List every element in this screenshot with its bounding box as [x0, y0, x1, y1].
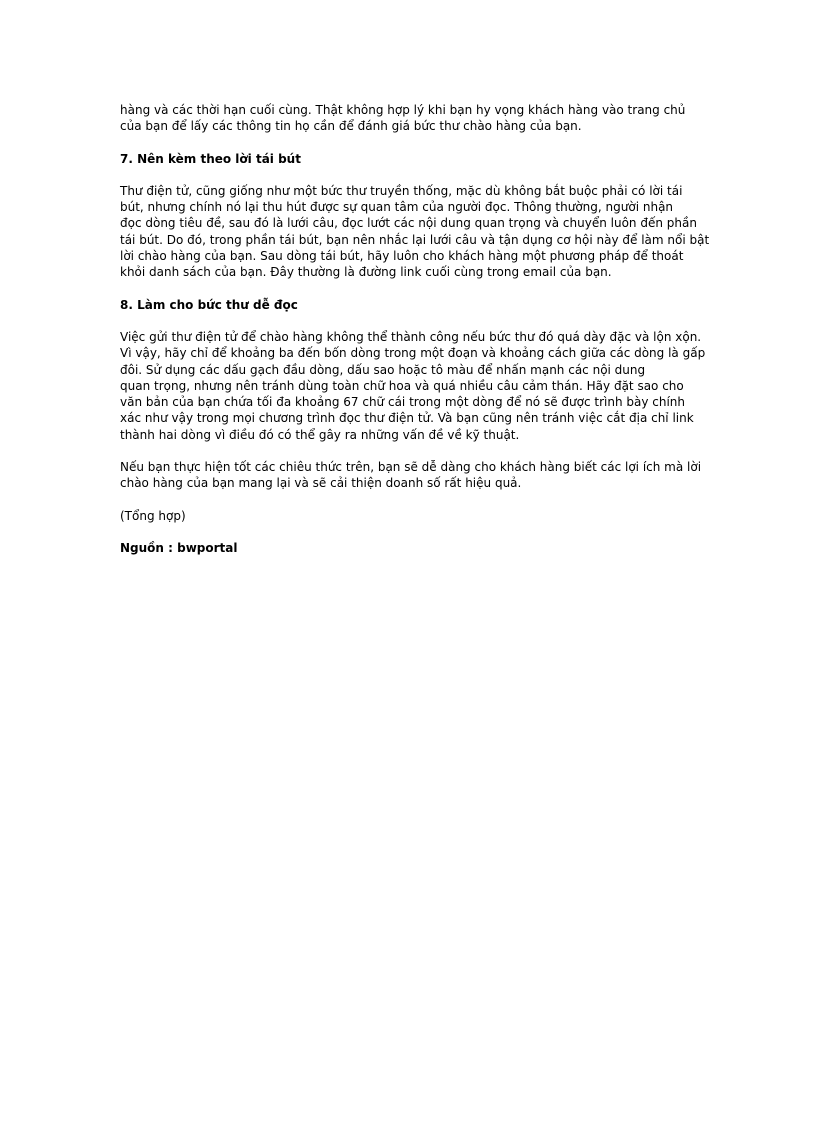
- section-8-line: văn bản của bạn chứa tối đa khoảng 67 chữ cái trong một dòng để nó sẽ được trình bày chính: [120, 395, 686, 410]
- section-7-line: bút, nhưng chính nó lại thu hút được sự quan tâm của người đọc. Thông thường, người nhận: [120, 200, 674, 215]
- intro-line: hàng và các thời hạn cuối cùng. Thật không hợp lý khi bạn hy vọng khách hàng vào trang chủ: [120, 103, 686, 117]
- document-page: [120, 102, 710, 556]
- section-7-line: lời chào hàng của bạn. Sau dòng tái bút, hãy luôn cho khách hàng một phương pháp để thoát: [120, 249, 684, 264]
- intro-line: của bạn để lấy các thông tin họ cần để đánh giá bức thư chào hàng của bạn.: [120, 119, 582, 134]
- section-8-paragraph: [120, 329, 706, 443]
- compiled-note-text: (Tổng hợp): [120, 508, 186, 523]
- section-8-heading: 8. Làm cho bức thư dễ đọc: [120, 297, 298, 312]
- section-7-paragraph: [120, 183, 710, 281]
- section-8-line: quan trọng, nhưng nên tránh dùng toàn chữ hoa và quá nhiều câu cảm thán. Hãy đặt sao cho: [120, 378, 684, 393]
- section-7-line: Thư điện tử, cũng giống như một bức thư truyền thống, mặc dù không bắt buộc phải có lời tái: [120, 183, 683, 198]
- section-8-line: Vì vậy, hãy chỉ để khoảng ba đến bốn dòng trong một đoạn và khoảng cách giữa các dòng là gấp: [120, 346, 706, 361]
- intro-paragraph: [120, 102, 700, 135]
- conclusion-line: chào hàng của bạn mang lại và sẽ cải thiện doanh số rất hiệu quả.: [120, 476, 522, 491]
- conclusion-paragraph: [120, 459, 700, 492]
- conclusion-line: Nếu bạn thực hiện tốt các chiêu thức trên, bạn sẽ dễ dàng cho khách hàng biết các lợi ích mà lời: [120, 460, 702, 475]
- section-7-heading: 7. Nên kèm theo lời tái bút: [120, 151, 301, 166]
- section-8-line: thành hai dòng vì điều đó có thể gây ra những vấn đề về kỹ thuật.: [120, 427, 520, 442]
- compiled-note: [120, 508, 700, 524]
- source-credit: Nguồn : bwportal: [120, 540, 238, 555]
- section-8-line: xác như vậy trong mọi chương trình đọc thư điện tử. Và bạn cũng nên tránh việc cắt địa chỉ link: [120, 411, 694, 426]
- section-7-line: tái bút. Do đó, trong phần tái bút, bạn nên nhắc lại lưới câu và tận dụng cơ hội này để làm nổi bật: [120, 232, 710, 247]
- section-8-line: Việc gửi thư điện tử để chào hàng không thể thành công nếu bức thư đó quá dày đặc và lộn xộn.: [120, 329, 702, 344]
- section-7-line: khỏi danh sách của bạn. Đây thường là đường link cuối cùng trong email của bạn.: [120, 265, 612, 280]
- section-8-line: đôi. Sử dụng các dấu gạch đầu dòng, dấu sao hoặc tô màu để nhấn mạnh các nội dung: [120, 362, 646, 377]
- section-7-line: đọc dòng tiêu đề, sau đó là lưới câu, đọc lướt các nội dung quan trọng và chuyển luôn đến phần: [120, 216, 697, 231]
